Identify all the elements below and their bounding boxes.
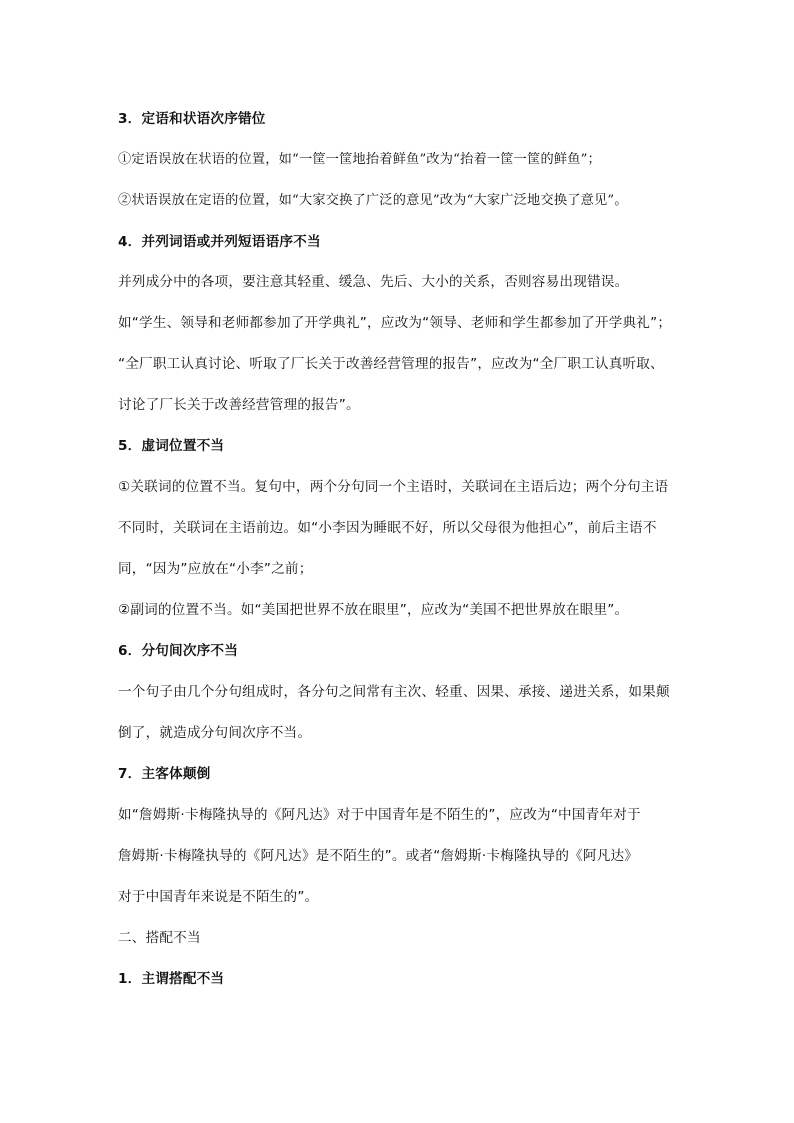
paragraph-line: 如“学生、领导和老师都参加了开学典礼”，应改为“领导、老师和学生都参加了开学典礼”； [118,315,672,331]
paragraph-line: 詹姆斯·卡梅隆执导的《阿凡达》是不陌生的”。或者“詹姆斯·卡梅隆执导的《阿凡达》 [118,848,639,864]
paragraph-line: 讨论了厂长关于改善经营管理的报告”。 [118,397,360,413]
paragraph-line: ②副词的位置不当。如“美国把世界不放在眼里”，应改为“美国不把世界放在眼里”。 [118,602,629,618]
heading-1: 1．主谓搭配不当 [118,971,225,987]
heading-7: 7．主客体颠倒 [118,766,211,782]
paragraph-line: 一个句子由几个分句组成时，各分句之间常有主次、轻重、因果、承接、递进关系，如果颠 [118,684,670,700]
heading-3: 3．定语和状语次序错位 [118,111,266,127]
paragraph-line: 如“詹姆斯·卡梅隆执导的《阿凡达》对于中国青年是不陌生的”，应改为“中国青年对于 [118,807,641,823]
paragraph-line: 对于中国青年来说是不陌生的”。 [118,889,319,905]
paragraph-line: 同，“因为”应放在“小李”之前； [118,561,313,577]
paragraph-line: 倒了，就造成分句间次序不当。 [118,725,312,741]
paragraph-line: ②状语误放在定语的位置，如“大家交换了广泛的意见”改为“大家广泛地交换了意见”。 [118,193,628,208]
paragraph-line: 不同时，关联词在主语前边。如“小李因为睡眠不好，所以父母很为他担心”，前后主语不 [118,520,657,536]
heading-6: 6．分句间次序不当 [118,643,239,659]
heading-4: 4．并列词语或并列短语语序不当 [118,234,321,250]
paragraph-line: ①关联词的位置不当。复句中，两个分句同一个主语时，关联词在主语后边；两个分句主语 [118,479,669,495]
paragraph-line: ①定语误放在状语的位置，如“一筐一筐地抬着鲜鱼”改为“抬着一筐一筐的鲜鱼”； [118,152,601,167]
paragraph-line: 并列成分中的各项，要注意其轻重、缓急、先后、大小的关系，否则容易出现错误。 [118,274,629,290]
heading-5: 5．虚词位置不当 [118,438,225,454]
section-heading: 二、搭配不当 [118,930,201,946]
paragraph-line: “全厂职工认真讨论、听取了厂长关于改善经营管理的报告”，应改为“全厂职工认真听取、 [118,356,664,372]
